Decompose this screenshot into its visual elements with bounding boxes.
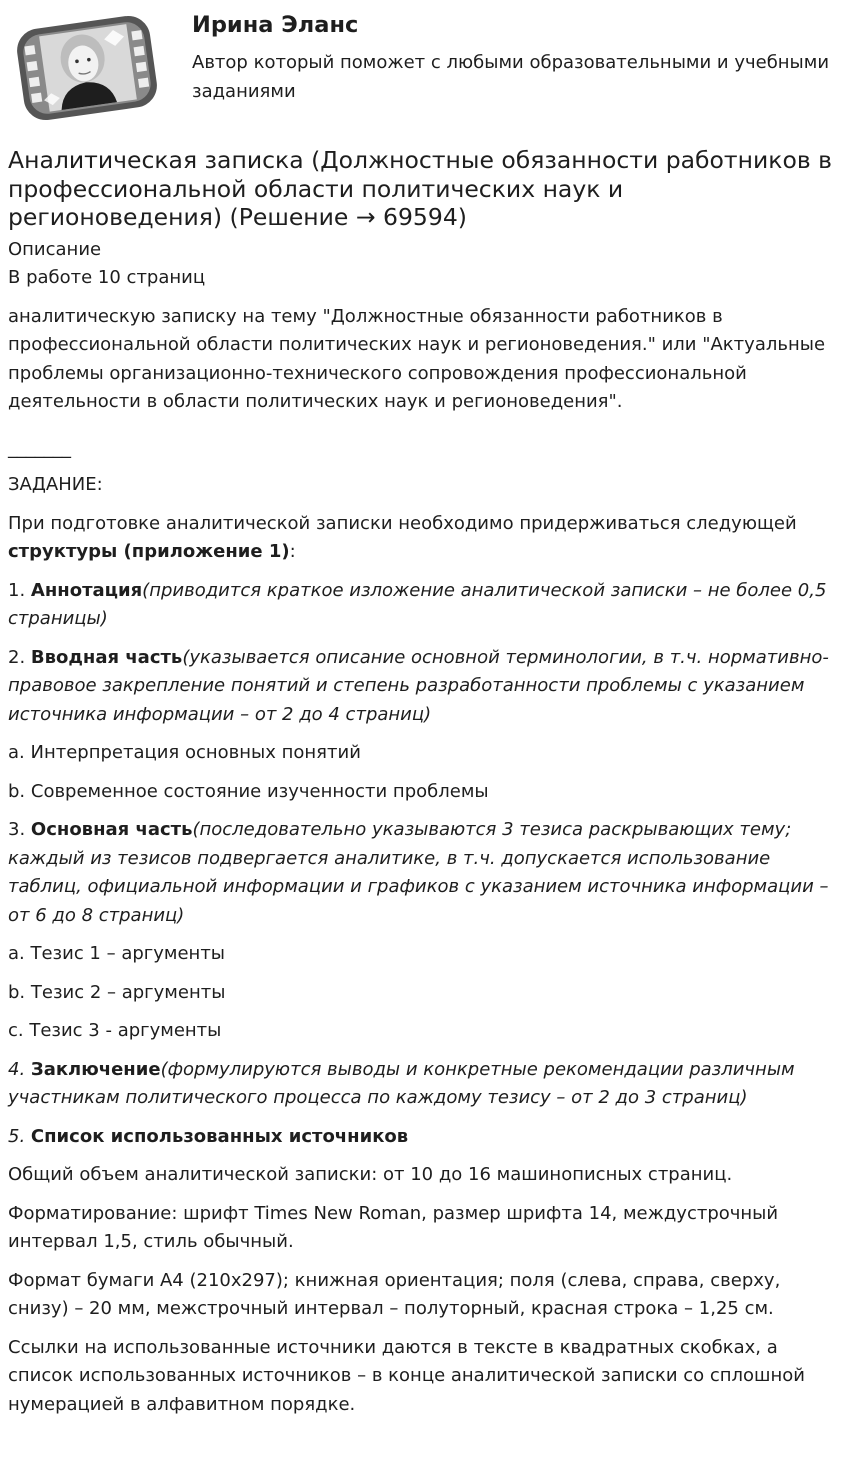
- task-label: ЗАДАНИЕ:: [8, 474, 103, 495]
- references-paragraph: Ссылки на использованные источники даются в тексте в квадратных скобках, а список использованных источников – в конце аналитической записки со сплошной нумерацией в алфавитном порядке.: [8, 1336, 806, 1415]
- description-label: Описание: [8, 238, 102, 260]
- item-title: Вводная часть: [30, 646, 183, 668]
- sub-item: c. Тезис 3 - аргументы: [8, 1020, 222, 1041]
- sub-item: a. Тезис 1 – аргументы: [8, 943, 226, 964]
- sub-item: b. Тезис 2 – аргументы: [8, 981, 226, 1003]
- item-title: Аннотация: [30, 579, 143, 601]
- item-number: 4.: [8, 1058, 31, 1080]
- item-number: 3.: [8, 819, 31, 840]
- list-item: [8, 1056, 839, 1113]
- structure-intro-text: При подготовке аналитической записки необходимо придерживаться следующей: [8, 512, 797, 534]
- formatting-paragraph: Форматирование: шрифт Times New Roman, размер шрифта 14, междустрочный интервал 1,5, стиль обычный.: [8, 1202, 779, 1252]
- list-item: [8, 577, 839, 634]
- separator: _______: [8, 437, 71, 459]
- paper-paragraph: Формат бумаги А4 (210х297); книжная ориентация; поля (слева, справа, сверху, снизу) – 20 мм, межстрочный интервал – полуторный, красная строка – 1,25 см.: [8, 1269, 781, 1319]
- item-note: (последовательно указываются 3 тезиса раскрывающих тему; каждый из тезисов подвергается аналитике, в т.ч. допускается использование таблиц, официальной информации и графиков с указанием источника информации – от 6 до 8 страниц): [8, 819, 829, 926]
- item-note: (приводится краткое изложение аналитической записки – не более 0,5 страницы): [8, 579, 827, 629]
- pages-info: В работе 10 страниц: [8, 267, 206, 288]
- page-title: Аналитическая записка (Должностные обязанности работников в профессиональной области политических наук и регионоведения) (Решение → 69594): [8, 146, 832, 231]
- volume-paragraph: Общий объем аналитической записки: от 10 до 16 машинописных страниц.: [8, 1164, 733, 1185]
- list-item: [8, 644, 839, 730]
- author-name[interactable]: Ирина Эланс: [192, 12, 359, 38]
- list-item: [8, 816, 839, 930]
- item-number: 2.: [8, 646, 31, 668]
- author-photo-filmstrip-frame[interactable]: [14, 8, 160, 128]
- structure-intro: [8, 510, 839, 567]
- item-number: 5.: [8, 1125, 31, 1147]
- author-photo-icon: [14, 8, 160, 128]
- item-note: (указывается описание основной терминологии, в т.ч. нормативно-правовое закрепление понятий и степень разработанности проблемы с указанием источника информации – от 2 до 4 страниц): [8, 646, 829, 725]
- sub-item: b. Современное состояние изученности проблемы: [8, 780, 489, 802]
- list-item: [8, 1123, 839, 1152]
- item-title: Список использованных источников: [30, 1125, 409, 1147]
- author-description: Автор который поможет с любыми образовательными и учебными заданиями: [192, 52, 830, 102]
- item-title: Заключение: [30, 1058, 161, 1080]
- structure-intro-colon: :: [289, 541, 296, 562]
- item-title: Основная часть: [30, 819, 193, 840]
- item-number: 1.: [8, 579, 31, 601]
- author-card: [8, 0, 839, 140]
- item-note: (формулируются выводы и конкретные рекомендации различным участникам политического процесса по каждому тезису – от 2 до 3 страниц): [8, 1058, 795, 1108]
- structure-intro-bold: структуры (приложение 1): [8, 541, 290, 562]
- topic-paragraph: аналитическую записку на тему "Должностные обязанности работников в профессиональной области политических наук и регионоведения." или "Актуальные проблемы организационно-технического сопровождения профессиональной деятельности в области политических наук и регионоведения".: [8, 305, 826, 412]
- sub-item: a. Интерпретация основных понятий: [8, 742, 361, 763]
